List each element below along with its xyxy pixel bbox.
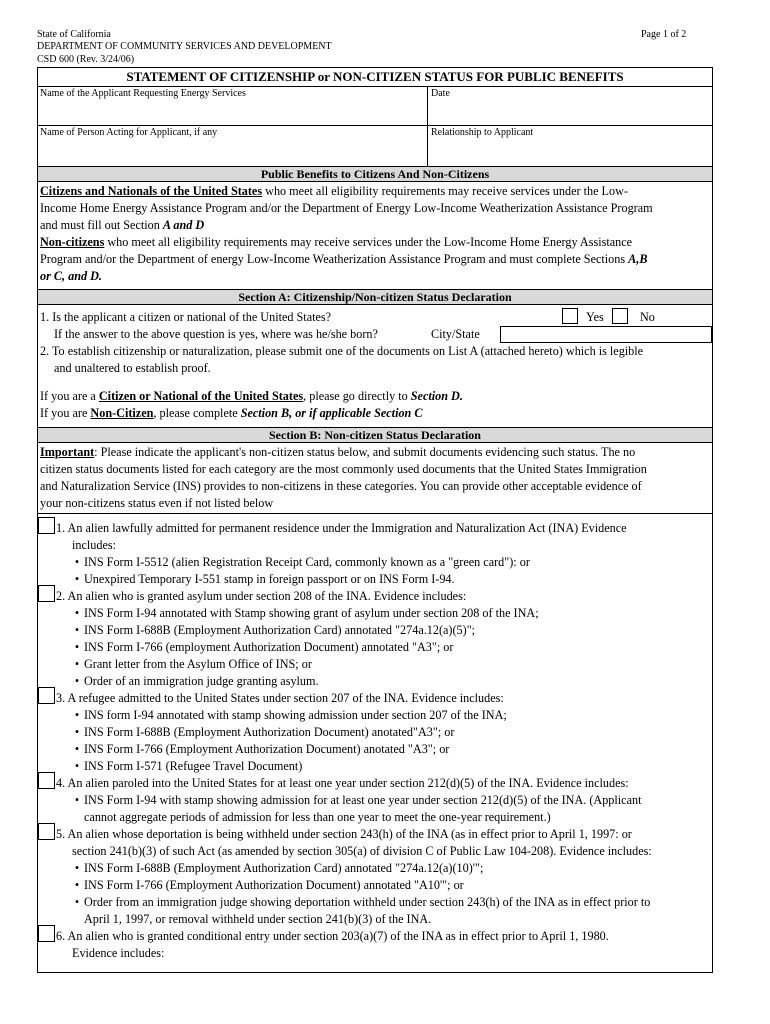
acting-person-label: Name of Person Acting for Applicant, if any bbox=[40, 127, 218, 138]
evidence-bullet-item: • INS Form I-688B (Employment Authorization Document) anotated"A3"; or bbox=[70, 724, 454, 741]
evidence-bullet-item: • Order from an immigration judge showing deportation withheld under section 243(h) of the INA as in effect prior to bbox=[70, 894, 650, 911]
evidence-bullet-item: • INS Form I-766 (Employment Authorization Document) anotated "A3"; or bbox=[70, 741, 449, 758]
status-option-1-checkbox[interactable] bbox=[38, 517, 55, 534]
bullet-icon: • bbox=[74, 725, 80, 739]
bullet-icon: • bbox=[74, 572, 80, 586]
status-option-number: 1. bbox=[56, 521, 68, 535]
applicant-name-label: Name of the Applicant Requesting Energy Services bbox=[40, 88, 246, 99]
noncitizen-instruction: If you are Non-Citizen, please complete Section B, or if applicable Section C bbox=[40, 406, 423, 420]
status-option-number: 5. bbox=[56, 827, 68, 841]
bullet-icon: • bbox=[74, 640, 80, 654]
section-b-intro-line2: citizen status documents listed for each category are the most commonly used documents that the United States Immigration bbox=[40, 462, 647, 476]
status-option-5-checkbox[interactable] bbox=[38, 823, 55, 840]
bullet-icon: • bbox=[74, 674, 80, 688]
evidence-bullet-item: • Grant letter from the Asylum Office of INS; or bbox=[70, 656, 312, 673]
evidence-bullet-item: • INS form I-94 annotated with stamp showing admission under section 207 of the INA; bbox=[70, 707, 507, 724]
section-a-question-2-line1: 2. To establish citizenship or naturalization, please submit one of the documents on List A (attached hereto) which is legible bbox=[40, 344, 644, 358]
date-label: Date bbox=[431, 88, 450, 99]
bullet-icon: • bbox=[74, 895, 80, 909]
state-name: State of California bbox=[37, 29, 111, 40]
evidence-bullet-item: April 1, 1997, or removal withheld under section 241(b)(3) of the INA. bbox=[84, 912, 432, 926]
city-state-field[interactable] bbox=[500, 326, 712, 343]
applicant-name-field[interactable] bbox=[40, 101, 425, 125]
section-b-heading: Section B: Non-citizen Status Declaration bbox=[38, 427, 712, 443]
status-option-number: 3. bbox=[56, 691, 68, 705]
evidence-bullet-item: • Unexpired Temporary I-551 stamp in foreign passport or on INS Form I-94. bbox=[70, 571, 455, 588]
evidence-bullet-item: • INS Form I-571 (Refugee Travel Document) bbox=[70, 758, 302, 775]
evidence-bullet-item: • INS Form I-94 annotated with Stamp showing grant of asylum under section 208 of the INA; bbox=[70, 605, 539, 622]
bullet-icon: • bbox=[74, 742, 80, 756]
status-option-1-text: includes: bbox=[72, 538, 117, 552]
benefits-noncitizens-line1: Non-citizens who meet all eligibility requirements may receive services under the Low-Income Home Energy Assistance bbox=[40, 235, 633, 249]
citizenship-form bbox=[37, 67, 713, 973]
benefits-citizens-line1: Citizens and Nationals of the United States who meet all eligibility requirements may receive services under the Low- bbox=[40, 184, 628, 198]
section-a-question-2-line2: and unaltered to establish proof. bbox=[54, 361, 211, 375]
status-option-4-text: 4. An alien paroled into the United States for at least one year under section 212(d)(5) of the INA. Evidence includes: bbox=[56, 776, 629, 790]
yes-checkbox[interactable] bbox=[562, 308, 578, 324]
benefits-citizens-line2: Income Home Energy Assistance Program and/or the Department of Energy Low-Income Weatherization Assistance Program bbox=[40, 201, 653, 215]
status-option-number: 6. bbox=[56, 929, 68, 943]
yes-label: Yes bbox=[586, 310, 604, 324]
section-b-intro-line4: your non-citizens status even if not listed below bbox=[40, 496, 274, 510]
evidence-bullet-item: • INS Form I-5512 (alien Registration Receipt Card, commonly known as a "green card"): or bbox=[70, 554, 530, 571]
evidence-bullet-item: • INS Form I-94 with stamp showing admission for at least one year under section 212(d)(5) of the INA. (Applicant bbox=[70, 792, 641, 809]
form-title: STATEMENT OF CITIZENSHIP or NON-CITIZEN STATUS FOR PUBLIC BENEFITS bbox=[126, 69, 624, 84]
benefits-noncitizens-line2: Program and/or the Department of energy Low-Income Weatherization Assistance Program and must complete Sections A,B bbox=[40, 252, 648, 266]
bullet-icon: • bbox=[74, 878, 80, 892]
bullet-icon: • bbox=[74, 555, 80, 569]
status-option-6-checkbox[interactable] bbox=[38, 925, 55, 942]
bullet-icon: • bbox=[74, 623, 80, 637]
city-state-label: City/State bbox=[431, 327, 480, 341]
relationship-label: Relationship to Applicant bbox=[431, 127, 534, 138]
evidence-bullet-item: • INS Form I-688B (Employment Authorization Card) annotated "274a.12(a)(10)'"; bbox=[70, 860, 483, 877]
birthplace-question: If the answer to the above question is yes, where was he/she born? bbox=[54, 327, 378, 341]
section-b-intro-line3: and Naturalization Service (INS) provides to non-citizens in these categories. You can provide other acceptable evidence of bbox=[40, 479, 642, 493]
status-option-3-text: 3. A refugee admitted to the United States under section 207 of the INA. Evidence includes: bbox=[56, 691, 504, 705]
bullet-icon: • bbox=[74, 708, 80, 722]
form-id: CSD 600 (Rev. 3/24/06) bbox=[37, 54, 135, 65]
status-option-6-text: 6. An alien who is granted conditional entry under section 203(a)(7) of the INA as in effect prior to April 1, 1980. bbox=[56, 929, 609, 943]
date-field[interactable] bbox=[431, 101, 711, 125]
status-option-number: 4. bbox=[56, 776, 68, 790]
evidence-bullet-item: • Order of an immigration judge granting asylum. bbox=[70, 673, 319, 690]
bullet-icon: • bbox=[74, 657, 80, 671]
section-a-question-1: 1. Is the applicant a citizen or national of the United States? bbox=[40, 310, 332, 324]
status-option-2-checkbox[interactable] bbox=[38, 585, 55, 602]
no-checkbox[interactable] bbox=[612, 308, 628, 324]
acting-person-field[interactable] bbox=[40, 140, 425, 166]
bullet-icon: • bbox=[74, 759, 80, 773]
benefits-citizens-line3: and must fill out Section A and D bbox=[40, 218, 205, 232]
bullet-icon: • bbox=[74, 793, 80, 807]
status-option-number: 2. bbox=[56, 589, 68, 603]
no-label: No bbox=[640, 310, 655, 324]
status-option-4-checkbox[interactable] bbox=[38, 772, 55, 789]
evidence-bullet-item: • INS Form I-766 (employment Authorization Document) annotated "A3"; or bbox=[70, 639, 453, 656]
evidence-bullet-item: cannot aggregate periods of admission for less than one year to meet the one-year requirement.) bbox=[84, 810, 551, 824]
citizen-instruction: If you are a Citizen or National of the United States, please go directly to Section D. bbox=[40, 389, 463, 403]
status-option-5-text: 5. An alien whose deportation is being withheld under section 243(h) of the INA (as in effect prior to April 1, 1997: or bbox=[56, 827, 632, 841]
section-b-intro-line1: Important: Please indicate the applicant's non-citizen status below, and submit documents evidencing such status. The no bbox=[40, 445, 636, 459]
evidence-bullet-item: • INS Form I-766 (Employment Authorization Document) annotated "A10'"; or bbox=[70, 877, 464, 894]
status-option-1-text: 1. An alien lawfully admitted for permanent residence under the Immigration and Naturalization Act (INA) Evidence bbox=[56, 521, 627, 535]
department-name: DEPARTMENT OF COMMUNITY SERVICES AND DEVELOPMENT bbox=[37, 41, 332, 52]
status-option-2-text: 2. An alien who is granted asylum under section 208 of the INA. Evidence includes: bbox=[56, 589, 467, 603]
section-a-heading: Section A: Citizenship/Non-citizen Status Declaration bbox=[38, 289, 712, 305]
page-number: Page 1 of 2 bbox=[641, 29, 687, 40]
status-option-5-text: section 241(b)(3) of such Act (as amended by section 305(a) of division C of Public Law 104-208). Evidence includes: bbox=[72, 844, 652, 858]
bullet-icon: • bbox=[74, 606, 80, 620]
status-option-3-checkbox[interactable] bbox=[38, 687, 55, 704]
benefits-heading: Public Benefits to Citizens And Non-Citizens bbox=[38, 166, 712, 182]
evidence-bullet-item: • INS Form I-688B (Employment Authorization Card) annotated "274a.12(a)(5)"; bbox=[70, 622, 475, 639]
bullet-icon: • bbox=[74, 861, 80, 875]
benefits-noncitizens-line3: or C, and D. bbox=[40, 269, 102, 283]
status-option-6-text: Evidence includes: bbox=[72, 946, 165, 960]
relationship-field[interactable] bbox=[431, 140, 711, 166]
